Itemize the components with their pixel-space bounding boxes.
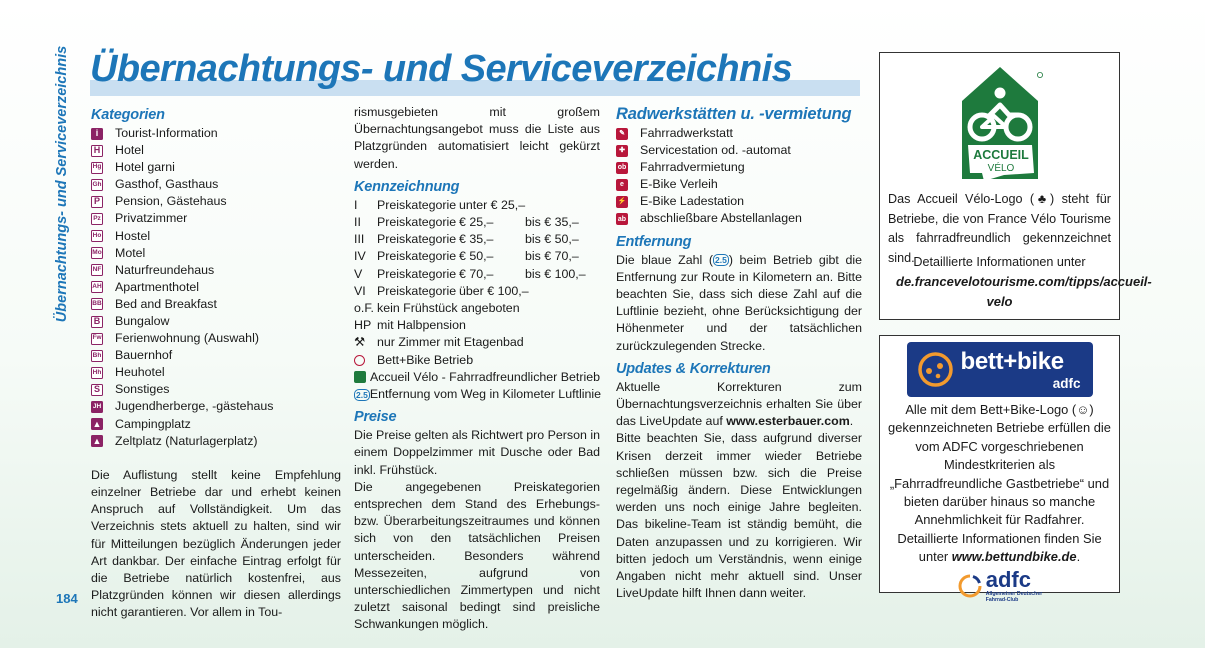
rad-service-label: abschließbare Abstellanlagen [640, 211, 802, 226]
category-label: Bungalow [115, 313, 170, 328]
rad-service-label: Fahrradwerkstatt [640, 125, 733, 140]
category-code-icon: AH [91, 281, 103, 293]
rad-service-list [616, 125, 862, 228]
category-label: Zeltplatz (Naturlagerplatz) [115, 433, 258, 448]
mark-item [354, 317, 600, 334]
side-title [50, 44, 74, 324]
bett-bike-logo [907, 342, 1093, 397]
price-label: Preiskategorie [377, 283, 457, 298]
category-code-icon: P [91, 196, 103, 208]
price-from: unter € 25,– [459, 197, 526, 212]
category-item [91, 347, 341, 364]
mark-item [354, 334, 600, 351]
bettundbike-link[interactable]: www.bettundbike.de [951, 549, 1077, 565]
category-code-icon: Gh [91, 179, 103, 191]
price-row [354, 266, 600, 283]
ebike-rental-icon: e [616, 179, 628, 191]
bett-bike-box [879, 335, 1120, 603]
disclaimer-paragraph: Die Auflistung stellt keine Empfehlung einzelner Betriebe dar und erhebt keinen Anspruch auf Vollständigkeit. Um das Verzeichnis stets aktuell zu halten, sind wir für Mitteilungen bezüglich Änderungen jeder Art dankbar. Der einfache Eintrag erfolgt für die Betriebe natürlich kostenfrei, aus Platzgründen können wir diesen allerdings nicht garantieren. Vor allem in Tou- [91, 467, 341, 620]
accueil-info-label: Detaillierte Informationen unter [913, 255, 1086, 269]
adfc-circle-icon [957, 573, 983, 599]
bett-bike-icon [354, 355, 377, 366]
mark-label: Accueil Vélo - Fahrradfreundlicher Betrieb [369, 369, 600, 384]
category-code-icon: Hh [91, 367, 103, 379]
price-to: bis € 35,– [525, 215, 579, 230]
category-label: Apartmenthotel [115, 279, 200, 294]
bike-rental-icon: ob [616, 162, 628, 174]
workshop-icon: ✎ [616, 128, 628, 140]
category-label: Tourist-Information [115, 125, 218, 140]
distance-badge-icon: 2.5 [356, 389, 368, 400]
column-kennzeichnung [354, 104, 600, 634]
category-code-icon: i [91, 128, 103, 140]
accueil-link[interactable]: de.francevelotourisme.com/tipps/accueil-velo [896, 274, 1152, 309]
category-label: Heuhotel [115, 365, 165, 380]
ebike-charging-icon: ⚡ [616, 196, 628, 208]
price-to: bis € 100,– [525, 266, 586, 281]
entfernung-heading: Entfernung [616, 233, 692, 250]
preise-heading: Preise [354, 409, 397, 426]
category-item [91, 364, 341, 381]
mark-label: Bett+Bike Betrieb [377, 352, 474, 367]
adfc-word: adfc [985, 566, 1031, 592]
bett-bike-circle-icon [917, 351, 954, 388]
category-label: Privatzimmer [115, 211, 188, 226]
category-item [91, 279, 341, 296]
rad-service-item [616, 125, 862, 142]
category-code-icon: JH [91, 401, 103, 413]
category-item [91, 313, 341, 330]
category-label: Hotel garni [115, 160, 175, 175]
price-label: Preiskategorie [377, 197, 457, 212]
category-item [91, 245, 341, 262]
price-key: I [354, 197, 358, 212]
bett-bike-logo-text: bett+bike [960, 348, 1064, 375]
radwerkstaetten-heading: Radwerkstätten u. -vermietung [616, 105, 852, 123]
category-label: Ferienwohnung (Auswahl) [115, 331, 259, 346]
price-category-list [354, 197, 600, 300]
price-to: bis € 70,– [525, 249, 579, 264]
category-code-icon: ▲ [92, 418, 102, 429]
bike-lock-icon: ab [616, 213, 628, 225]
rad-service-label: E-Bike Ladestation [640, 194, 745, 209]
category-label: Sonstiges [115, 382, 170, 397]
svg-text:ACCUEIL: ACCUEIL [973, 148, 1029, 162]
price-label: Preiskategorie [377, 249, 457, 264]
category-code-icon: H [91, 145, 103, 157]
price-key: VI [354, 283, 366, 298]
updates-paragraph-2: Bitte beachten Sie, dass aufgrund diverser Krisen derzeit immer wieder Betriebe schließen müssen bzw. sich die Preise regelmäßig ändern. Diese Entwicklungen werden uns noch einige Jahre begleiten. Das bikeline-Team ist ständig bemüht, die Daten anzupassen und zu korrigieren. Wir bitten jedoch um Verständnis, wenn einige Angaben nicht mehr aktuell sind. Unser LiveUpdate hilft Ihnen dann weiter. [616, 431, 862, 601]
category-label: Hotel [115, 143, 144, 158]
category-code-icon: NF [91, 264, 103, 276]
bett-bike-logo-sub: adfc [1052, 376, 1081, 391]
category-item [91, 330, 341, 347]
category-label: Naturfreundehaus [115, 262, 215, 277]
kategorien-heading: Kategorien [91, 107, 165, 123]
preise-paragraph-1: Die Preise gelten als Richtwert pro Person in einem Doppelzimmer mit Dusche oder Bad inkl. Frühstück. [354, 428, 600, 477]
category-code-icon: BB [91, 298, 103, 310]
category-item [91, 210, 341, 227]
mark-item [354, 352, 600, 369]
price-row [354, 231, 600, 248]
category-label: Campingplatz [115, 416, 191, 431]
accueil-velo-icon [354, 371, 370, 383]
category-code-icon: Fw [91, 333, 103, 345]
service-station-icon: ✚ [616, 145, 628, 157]
price-label: Preiskategorie [377, 266, 457, 281]
rad-service-label: Servicestation od. -automat [640, 143, 791, 158]
column-kategorien [91, 106, 341, 622]
page-number: 184 [56, 591, 78, 606]
adfc-line-1: Allgemeiner Deutscher [985, 590, 1043, 597]
category-code-icon: ▲ [92, 435, 102, 446]
rad-service-label: E-Bike Verleih [640, 177, 718, 192]
price-from: € 50,– [459, 249, 494, 264]
category-label: Bauernhof [115, 348, 173, 363]
esterbauer-link[interactable]: www.esterbauer.com [726, 414, 850, 429]
price-key: III [354, 232, 365, 247]
updates-paragraph-1: Aktuelle Korrekturen zum Übernachtungsverzeichnis erhalten Sie über das LiveUpdate auf www.esterbauer.com. [616, 379, 862, 429]
no-breakfast-key: o.F. [354, 301, 374, 316]
price-from: über € 100,– [459, 283, 529, 298]
distance-badge-icon: 2.5 [714, 254, 727, 265]
preise-paragraph-2: Die angegebenen Preiskategorien entsprechen dem Stand des Erhebungs- bzw. Überarbeitungszeitraumes und können sich von den tatsächlichen Preisen unterscheiden. Besonders während Messezeiten, aufgrund von unterschiedlichen Zimmertypen und nicht zuletzt saisonal bedingt sind preisliche Schwankungen möglich. [354, 479, 600, 632]
category-label: Jugendherberge, -gästehaus [115, 399, 274, 414]
mark-item [354, 386, 600, 403]
price-row [354, 197, 600, 214]
mark-label: Entfernung vom Weg in Kilometer Luftlinie [369, 387, 602, 402]
category-label: Pension, Gästehaus [115, 194, 227, 209]
rad-service-item [616, 193, 862, 210]
price-key: II [354, 215, 361, 230]
category-code-icon: Pz [91, 213, 103, 225]
category-item [91, 296, 341, 313]
rad-service-item [616, 176, 862, 193]
accueil-description: Das Accueil Vélo-Logo (♣) steht für Betriebe, die von France Vélo Tourisme als fahrradfreundlich gekennzeichnet sind. [888, 192, 1111, 265]
category-item [91, 381, 341, 398]
adfc-line-2: Fahrrad-Club [985, 596, 1019, 603]
price-row [354, 283, 600, 300]
page-title: Übernachtungs- und Serviceverzeichnis [90, 48, 793, 90]
category-item [91, 142, 341, 159]
svg-text:VÉLO: VÉLO [987, 163, 1015, 174]
category-code-icon: Ho [91, 230, 103, 242]
price-from: € 25,– [459, 215, 494, 230]
entfernung-paragraph: Die blaue Zahl ( 2.5 ) beim Betrieb gibt die Entfernung zur Route in Kilometern an. Bitte beachten Sie, dass sich diese Zahl auf die Luftlinie bezieht, ohne Berücksichtigung der Höhenmeter und der tatsächlichen zurückzulegenden Strecke. [616, 252, 863, 353]
rad-service-label: Fahrradvermietung [640, 160, 745, 175]
price-to: bis € 50,– [525, 232, 579, 247]
adfc-logo [880, 566, 1119, 603]
category-item [91, 176, 341, 193]
rad-service-item [616, 210, 862, 227]
side-title-text: Übernachtungs- und Serviceverzeichnis [54, 45, 70, 323]
mark-item [354, 300, 600, 317]
mark-item [354, 369, 600, 386]
category-code-icon: Hg [91, 162, 103, 174]
category-label: Gasthof, Gasthaus [115, 177, 219, 192]
intro-paragraph: rismusgebieten mit großem Übernachtungsangebot muss die Liste aus Platzgründen automatisiert leicht gekürzt werden. [354, 105, 600, 171]
accueil-velo-box [879, 52, 1152, 320]
category-list [91, 125, 341, 450]
shared-bath-icon: ⚒ [354, 335, 366, 350]
rad-service-item [616, 159, 862, 176]
category-code-icon: B [91, 316, 103, 328]
category-code-icon: S [91, 384, 103, 396]
kennzeichnung-heading: Kennzeichnung [354, 178, 460, 195]
accueil-velo-logo-icon [954, 61, 1046, 185]
updates-heading: Updates & Korrekturen [616, 360, 771, 377]
category-code-icon: Bh [91, 350, 103, 362]
category-item [91, 416, 341, 433]
category-label: Hostel [115, 228, 151, 243]
price-label: Preiskategorie [377, 232, 457, 247]
category-item [91, 159, 341, 176]
bett-bike-description: Alle mit dem Bett+Bike-Logo (☺) gekennzeichneten Betriebe erfüllen die vom ADFC vorgeschriebenen Mindestkriterien als „Fahrradfreundliche Gastbetriebe“ und bieten darüber hinaus so manche Annehmlichkeit für Radfahrer. Detaillierte Informationen finden Sie unter www.bettundbike.de. [888, 402, 1111, 565]
mark-label: nur Zimmer mit Etagenbad [377, 335, 524, 350]
price-key: V [354, 266, 363, 281]
rad-service-item [616, 142, 862, 159]
category-item [91, 125, 341, 142]
price-row [354, 248, 600, 265]
category-item [91, 399, 341, 416]
marks-list [354, 300, 600, 403]
price-from: € 70,– [459, 266, 494, 281]
category-item [91, 262, 341, 279]
category-item [91, 228, 341, 245]
mark-label: mit Halbpension [377, 318, 466, 333]
category-item [91, 193, 341, 210]
price-label: Preiskategorie [377, 215, 457, 230]
half-board-key: HP [354, 318, 372, 333]
price-from: € 35,– [459, 232, 494, 247]
category-code-icon: Mo [91, 247, 103, 259]
mark-label: kein Frühstück angeboten [377, 301, 520, 316]
category-item [91, 433, 341, 450]
price-key: IV [354, 249, 366, 264]
category-label: Bed and Breakfast [115, 296, 217, 311]
category-label: Motel [115, 245, 146, 260]
price-row [354, 214, 600, 231]
column-service [616, 104, 862, 602]
